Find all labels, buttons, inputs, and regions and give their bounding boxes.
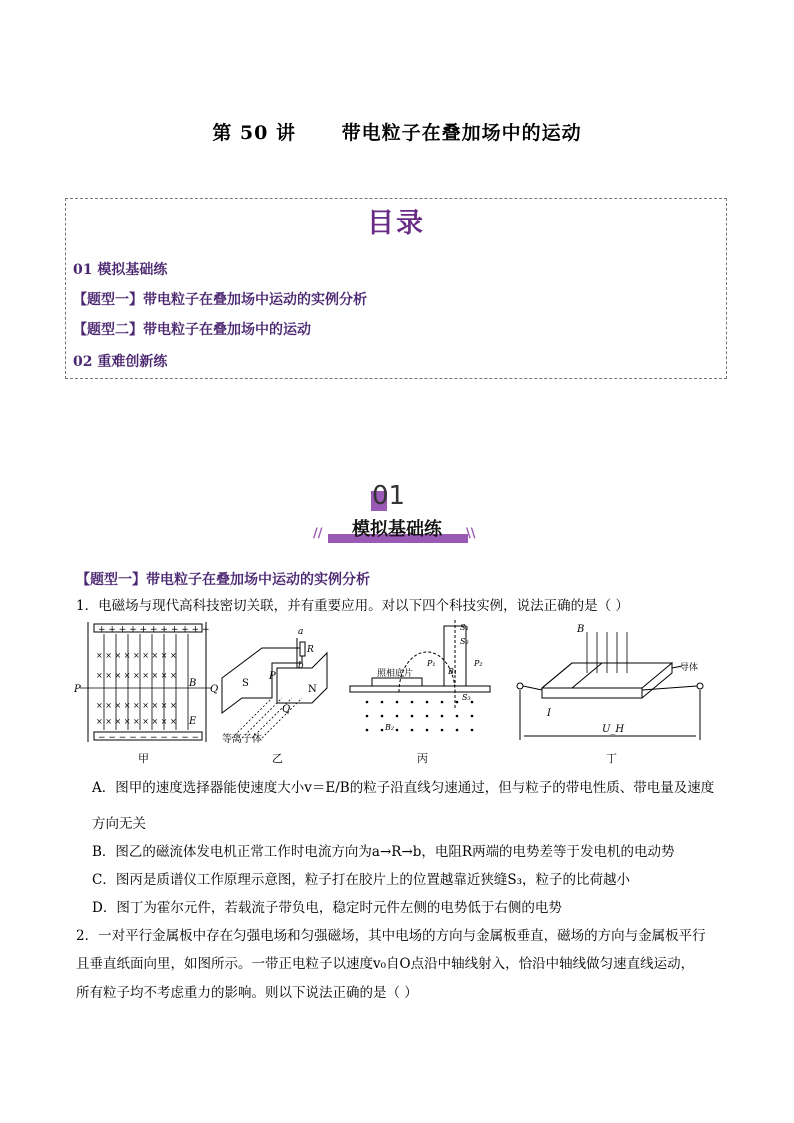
label-P2: P₂	[474, 659, 483, 668]
svg-text:× × × × × × × × ×: × × × × × × × × ×	[96, 701, 177, 710]
label-Q: Q	[210, 684, 219, 695]
label-a: a	[298, 627, 304, 637]
label-UH: U_H	[602, 724, 625, 735]
figures-svg	[72, 618, 722, 766]
toc-heading: 目录	[367, 208, 425, 239]
label-B2: B₂	[385, 723, 395, 732]
q1-option-d: D．图丁为霍尔元件，若载流子带负电，稳定时元件左侧的电势低于右侧的电势	[92, 900, 562, 916]
question-type-heading: 【题型一】带电粒子在叠加场中运动的实例分析	[76, 572, 370, 588]
toc-item-type-2[interactable]: 【题型二】带电粒子在叠加场中的运动	[73, 322, 311, 338]
svg-text:× × × × × × × × ×: × × × × × × × × ×	[96, 651, 177, 660]
label-B-ding: B	[577, 624, 585, 635]
label-N: N	[308, 684, 317, 695]
label-P: P	[74, 684, 81, 695]
section-slash-left: //	[313, 526, 323, 541]
caption-bing: 丙	[417, 752, 428, 765]
q2-line-1: 2．一对平行金属板中存在匀强电场和匀强磁场，其中电场的方向与金属板垂直，磁场的方向与金属板平行	[76, 928, 706, 944]
label-film: 照相底片	[377, 669, 414, 679]
q1-option-b: B．图乙的磁流体发电机正常工作时电流方向为a→R→b，电阻R两端的电势差等于发电机的电动势	[92, 844, 675, 860]
svg-text:× × × × × × × × ×: × × × × × × × × ×	[96, 671, 177, 680]
label-S2: S₂	[460, 637, 469, 646]
figure-yi	[222, 627, 327, 745]
q2-line-2: 且垂直纸面向里，如图所示。一带正电粒子以速度v₀自O点沿中轴线射入，恰沿中轴线做匀速直线运动，	[76, 956, 695, 972]
table-of-contents	[65, 198, 727, 379]
label-S3: S₃	[462, 693, 471, 702]
question-1-stem: 1．电磁场与现代高科技密切关联，并有重要应用。对以下四个科技实例，说法正确的是（ ）	[76, 598, 629, 614]
label-R: R	[307, 645, 314, 655]
q1-option-a-line1: A．图甲的速度选择器能使速度大小v＝E/B的粒子沿直线匀速通过，但与粒子的带电性质、带电量及速度	[92, 780, 715, 796]
question-1-figures	[72, 618, 722, 766]
label-P1: P₁	[427, 659, 436, 668]
q2-line-3: 所有粒子均不考虑重力的影响。则以下说法正确的是（ ）	[76, 985, 418, 1001]
label-Q-yi: Q	[282, 704, 291, 715]
figure-jia	[73, 622, 218, 743]
label-E: E	[189, 716, 197, 727]
label-S: S	[242, 678, 249, 689]
toc-item-type-1[interactable]: 【题型一】带电粒子在叠加场中运动的实例分析	[73, 292, 367, 308]
section-title: 模拟基础练	[352, 519, 442, 540]
svg-text:− − − − − − − − − −: − − − − − − − − − −	[98, 733, 200, 743]
label-conductor: 导体	[680, 663, 699, 673]
section-number: 01	[372, 481, 406, 511]
caption-ding: 丁	[606, 752, 617, 765]
caption-yi: 乙	[272, 752, 283, 765]
toc-item-section-01[interactable]: 01 模拟基础练	[73, 262, 168, 278]
label-B: B	[189, 678, 197, 689]
figure-bing	[350, 620, 490, 732]
toc-item-section-02[interactable]: 02 重难创新练	[73, 354, 168, 370]
label-B1: B₁	[448, 667, 458, 676]
label-plasma: 等离子体	[222, 734, 262, 745]
label-I: I	[547, 708, 551, 719]
figure-ding	[517, 624, 703, 740]
caption-jia: 甲	[138, 752, 149, 765]
svg-text:× × × × × × × × ×: × × × × × × × × ×	[96, 717, 177, 726]
q1-option-a-line2: 方向无关	[92, 816, 146, 832]
q1-option-c: C．图丙是质谱仪工作原理示意图，粒子打在胶片上的位置越靠近狭缝S₃，粒子的比荷越小	[92, 872, 630, 888]
svg-text:+ + + + + + + + + + +: + + + + + + + + + + +	[98, 625, 210, 635]
label-S1: S₁	[460, 623, 469, 632]
label-P-yi: P	[269, 671, 276, 682]
page-title: 第 50 讲 带电粒子在叠加场中的运动	[212, 122, 582, 144]
section-slash-right: \\	[466, 526, 476, 541]
label-b: b	[298, 661, 304, 671]
